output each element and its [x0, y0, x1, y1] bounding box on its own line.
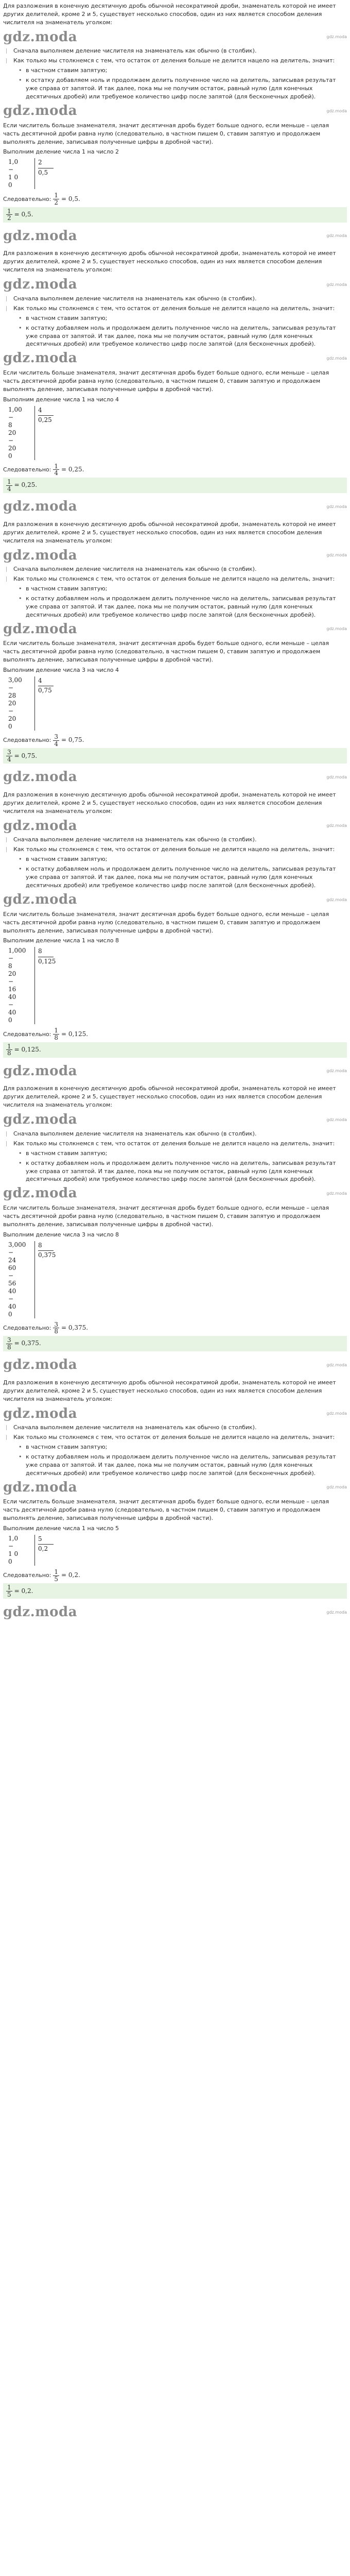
intro-text: Для разложения в конечную десятичную дробь обычной несократимой дроби, знаменатель которой не имеет других делителей, кроме 2 и 5, существует несколько способов, один из них является способом деления числителя на знаменатель уголком:: [3, 3, 336, 26]
step-item: Как только мы столкнемся с тем, что остаток от деления больше не делится нацело на делитель, значит:: [3, 845, 347, 854]
division-line: 3,00: [8, 676, 22, 684]
division-quotient: 0,375: [38, 1251, 56, 1259]
watermark-small: gdz.moda: [326, 35, 347, 40]
watermark-logo: gdz.moda: [3, 547, 78, 563]
conclusion-prefix: Следовательно:: [3, 195, 51, 202]
task-text: Выполним деление числа 3 на число 4: [3, 667, 119, 674]
watermark-row: [3, 1063, 347, 1080]
watermark-small: gdz.moda: [326, 355, 347, 361]
intro-text: Для разложения в конечную десятичную дробь обычной несократимой дроби, знаменатель которой не имеет других делителей, кроме 2 и 5, существует несколько способов, один из них является способом деления числителя на знаменатель уголком:: [3, 791, 336, 815]
fraction-denominator: 5: [54, 1575, 58, 1583]
fraction-numerator: 1: [7, 1042, 11, 1050]
answer-result: = 0,25.: [14, 481, 38, 489]
intro-text: Для разложения в конечную десятичную дробь обычной несократимой дроби, знаменатель которой не имеет других делителей, кроме 2 и 5, существует несколько способов, один из них является способом деления числителя на знаменатель уголком:: [3, 1085, 336, 1109]
answer-fraction: [6, 1337, 12, 1350]
division-line: 1,000: [8, 947, 26, 955]
division-result-column: [35, 158, 54, 189]
division-divisor: 2: [38, 158, 54, 168]
conclusion-fraction: [53, 734, 59, 747]
watermark-row: [3, 103, 347, 120]
division-line: −: [8, 1248, 14, 1256]
division-divisor: 4: [38, 406, 54, 416]
watermark-logo: gdz.moda: [3, 818, 78, 834]
watermark-row: [3, 29, 347, 46]
division-result-column: [35, 1535, 54, 1566]
division-line: 0: [8, 181, 12, 189]
answer-fraction: [6, 1584, 12, 1598]
watermark-logo: gdz.moda: [3, 29, 78, 45]
steps-list: [3, 565, 347, 583]
division-dividend-column: [8, 1241, 35, 1318]
conclusion-prefix: Следовательно:: [3, 1572, 51, 1579]
watermark-row: [3, 350, 347, 367]
fraction-denominator: 4: [7, 755, 11, 763]
conclusion-result: = 0,125.: [61, 1030, 89, 1038]
long-division: [8, 1241, 347, 1318]
conclusion-result: = 0,25.: [61, 466, 84, 473]
answer-fraction: [6, 749, 12, 762]
conclusion-prefix: Следовательно:: [3, 1324, 51, 1331]
division-line: −: [8, 1272, 14, 1279]
watermark-row: [3, 891, 347, 908]
watermark-small: gdz.moda: [326, 233, 347, 239]
conclusion-prefix: Следовательно:: [3, 1030, 51, 1038]
conclusion-prefix: Следовательно:: [3, 466, 51, 473]
explanation-paragraph: Если числитель больше знаменателя, значит десятичная дробь будет больше одного, если меньше – целая часть десятичной дроби равна нулю (следовательно, в частном пишем 0, ставим запятую и продолжаем выполнять деление, записывая полученные цифры в дробной части).: [3, 122, 329, 145]
division-dividend-column: [8, 406, 35, 460]
substep-item: • в частном ставим запятую;: [18, 1149, 347, 1158]
fraction-denominator: 4: [54, 740, 58, 748]
explanation-paragraph: Если числитель больше знаменателя, значит десятичная дробь будет больше одного, если меньше – целая часть десятичной дроби равна нулю (следовательно, в частном пишем 0, ставим запятую и продолжаем выполнять деление, записывая полученные цифры в дробной части).: [3, 369, 329, 393]
conclusion-line: [3, 1027, 347, 1041]
answer-fraction: [6, 208, 12, 222]
long-division: [8, 676, 347, 731]
conclusion-result: = 0,5.: [61, 195, 80, 202]
division-line: 20: [8, 715, 16, 723]
division-line: 20: [8, 444, 16, 452]
watermark-small: gdz.moda: [326, 897, 347, 902]
watermark-row: [3, 498, 347, 515]
watermark-logo: gdz.moda: [3, 1063, 78, 1079]
substeps-list: [18, 66, 347, 101]
fraction-denominator: 8: [7, 1049, 11, 1057]
fraction-numerator: 1: [54, 462, 58, 470]
task-text: Выполним деление числа 3 на число 8: [3, 1231, 119, 1238]
conclusion-line: [3, 192, 347, 206]
watermark-row: [3, 621, 347, 638]
long-division: [8, 158, 347, 189]
step-item: Как только мы столкнемся с тем, что остаток от деления больше не делится нацело на делитель, значит:: [3, 1140, 347, 1148]
division-dividend-column: [8, 158, 35, 189]
watermark-row: [3, 1357, 347, 1374]
solution-section: [3, 1379, 347, 1624]
watermark-logo: gdz.moda: [3, 228, 78, 244]
steps-list: [3, 47, 347, 65]
division-quotient: 0,2: [38, 1545, 48, 1553]
steps-list: [3, 1130, 347, 1148]
answer-box: [3, 1042, 347, 1058]
answer-result: = 0,125.: [14, 1045, 41, 1053]
watermark-logo: gdz.moda: [3, 1604, 78, 1620]
division-line: 1,00: [8, 405, 22, 413]
watermark-row: [3, 1479, 347, 1496]
intro-text: Для разложения в конечную десятичную дробь обычной несократимой дроби, знаменатель которой не имеет других делителей, кроме 2 и 5, существует несколько способов, один из них является способом деления числителя на знаменатель уголком:: [3, 520, 336, 544]
division-dividend-column: [8, 676, 35, 731]
answer-fraction: [6, 479, 12, 492]
division-line: −: [8, 413, 14, 421]
intro-text: Для разложения в конечную десятичную дробь обычной несократимой дроби, знаменатель которой не имеет других делителей, кроме 2 и 5, существует несколько способов, один из них является способом деления числителя на знаменатель уголком:: [3, 1379, 336, 1402]
conclusion-line: [3, 734, 347, 747]
answer-result: = 0,375.: [14, 1340, 41, 1347]
substep-item: • в частном ставим запятую;: [18, 66, 347, 75]
division-line: −: [8, 436, 14, 444]
answer-result: = 0,5.: [14, 210, 33, 218]
fraction-numerator: 1: [7, 207, 11, 215]
watermark-row: [3, 547, 347, 564]
conclusion-fraction: [53, 463, 59, 477]
substep-item: • в частном ставим запятую;: [18, 1443, 347, 1451]
watermark-small: gdz.moda: [326, 1069, 347, 1074]
division-line: 1 0: [8, 1550, 19, 1558]
substep-item: • в частном ставим запятую;: [18, 585, 347, 593]
division-line: 40: [8, 1302, 16, 1310]
substeps-list: [18, 314, 347, 349]
long-division: [8, 406, 347, 460]
watermark-logo: gdz.moda: [3, 621, 78, 637]
division-result-column: [35, 947, 56, 1024]
watermark-row: [3, 818, 347, 835]
division-line: −: [8, 1295, 14, 1302]
step-item: Сначала выполняем деление числителя на знаменатель как обычно (в столбик).: [3, 295, 347, 303]
fraction-numerator: 1: [7, 478, 11, 485]
watermark-logo: gdz.moda: [3, 1112, 78, 1128]
step-item: Сначала выполняем деление числителя на знаменатель как обычно (в столбик).: [3, 836, 347, 844]
step-item: Как только мы столкнемся с тем, что остаток от деления больше не делится нацело на делитель, значит:: [3, 57, 347, 65]
watermark-logo: gdz.moda: [3, 103, 78, 119]
fraction-denominator: 4: [54, 469, 58, 477]
task-text: Выполним деление числа 1 на число 5: [3, 1525, 119, 1532]
division-result-column: [35, 676, 54, 731]
division-line: 28: [8, 692, 16, 700]
solution-section: [3, 249, 347, 518]
watermark-logo: gdz.moda: [3, 277, 78, 293]
watermark-small: gdz.moda: [326, 1411, 347, 1416]
division-line: 16: [8, 986, 16, 993]
watermark-small: gdz.moda: [326, 504, 347, 509]
watermark-logo: gdz.moda: [3, 1185, 78, 1201]
watermark-row: [3, 228, 347, 245]
conclusion-line: [3, 463, 347, 477]
substeps-list: [18, 1149, 347, 1184]
fraction-denominator: 8: [54, 1034, 58, 1041]
watermark-small: gdz.moda: [326, 823, 347, 828]
division-line: 40: [8, 1009, 16, 1016]
substep-item: • к остатку добавляем ноль и продолжаем делить полученное число на делитель, записывая результат уже справа от запятой. И так далее, пока мы не получим остаток, равный нулю (для конечных десятичных дробей) или требуемое количество цифр после запятой (для бесконечных дробей).: [18, 76, 347, 101]
task-text: Выполним деление числа 1 на число 8: [3, 937, 119, 944]
watermark-logo: gdz.moda: [3, 350, 78, 366]
answer-box: [3, 748, 347, 764]
watermark-logo: gdz.moda: [3, 1357, 78, 1373]
division-line: 20: [8, 970, 16, 978]
watermark-row: [3, 769, 347, 786]
division-line: 8: [8, 962, 12, 970]
conclusion-fraction: [53, 1027, 59, 1041]
conclusion-fraction: [53, 192, 59, 206]
task-text: Выполним деление числа 1 на число 4: [3, 396, 119, 403]
division-line: 56: [8, 1279, 16, 1287]
watermark-logo: gdz.moda: [3, 499, 78, 515]
conclusion-line: [3, 1569, 347, 1582]
division-divisor: 5: [38, 1535, 54, 1545]
fraction-denominator: 2: [54, 198, 58, 206]
division-line: 0: [8, 723, 12, 731]
watermark-small: gdz.moda: [326, 626, 347, 632]
step-item: Сначала выполняем деление числителя на знаменатель как обычно (в столбик).: [3, 565, 347, 573]
explanation-paragraph: Если числитель больше знаменателя, значит десятичная дробь будет больше одного, если меньше – целая часть десятичной дроби равна нулю (следовательно, в частном пишем 0, ставим запятую и продолжаем выполнять деление, записывая полученные цифры в дробной части).: [3, 1498, 329, 1522]
fraction-numerator: 1: [54, 192, 58, 199]
division-line: −: [8, 1543, 14, 1550]
watermark-row: [3, 1604, 347, 1621]
explanation-paragraph: Если числитель больше знаменателя, значит десятичная дробь будет больше одного, если меньше – целая часть десятичной дроби равна нулю (следовательно, в частном пишем 0, ставим запятую и продолжаем выполнять деление, записывая полученные цифры в дробной части).: [3, 910, 329, 934]
division-result-column: [35, 1241, 56, 1318]
division-line: 40: [8, 993, 16, 1001]
solution-section: [3, 2, 347, 247]
answer-box: [3, 1336, 347, 1351]
division-line: 60: [8, 1264, 16, 1272]
division-line: 1,0: [8, 158, 19, 166]
substep-item: • к остатку добавляем ноль и продолжаем делить полученное число на делитель, записывая результат уже справа от запятой. И так далее, пока мы не получим остаток, равный нулю (для конечных десятичных дробей) или требуемое количество цифр после запятой (для бесконечных дробей).: [18, 595, 347, 619]
division-divisor: 8: [38, 1241, 54, 1251]
step-item: Как только мы столкнемся с тем, что остаток от деления больше не делится нацело на делитель, значит:: [3, 1433, 347, 1442]
long-division: [8, 1535, 347, 1566]
step-item: Как только мы столкнемся с тем, что остаток от деления больше не делится нацело на делитель, значит:: [3, 304, 347, 313]
substeps-list: [18, 855, 347, 890]
watermark-small: gdz.moda: [326, 282, 347, 287]
conclusion-line: [3, 1321, 347, 1335]
substep-item: • к остатку добавляем ноль и продолжаем делить полученное число на делитель, записывая результат уже справа от запятой. И так далее, пока мы не получим остаток, равный нулю (для конечных десятичных дробей) или требуемое количество цифр после запятой (для бесконечных дробей).: [18, 1453, 347, 1478]
conclusion-fraction: [53, 1321, 59, 1335]
answer-result: = 0,2.: [14, 1587, 33, 1595]
division-line: 40: [8, 1287, 16, 1295]
watermark-small: gdz.moda: [326, 1117, 347, 1122]
step-item: Сначала выполняем деление числителя на знаменатель как обычно (в столбик).: [3, 1130, 347, 1138]
fraction-numerator: 3: [7, 1336, 11, 1344]
conclusion-fraction: [53, 1569, 59, 1582]
answer-box: [3, 478, 347, 493]
steps-list: [3, 836, 347, 854]
watermark-logo: gdz.moda: [3, 1479, 78, 1495]
division-divisor: 4: [38, 676, 54, 686]
watermark-row: [3, 1185, 347, 1202]
substeps-list: [18, 1443, 347, 1478]
division-quotient: 0,25: [38, 416, 52, 424]
fraction-numerator: 3: [54, 1320, 58, 1328]
conclusion-prefix: Следовательно:: [3, 737, 51, 744]
explanation-paragraph: Если числитель больше знаменателя, значит десятичная дробь будет больше одного, если меньше – целая часть десятичной дроби равна нулю (следовательно, в частном пишем 0, ставим запятую и продолжаем выполнять деление, записывая полученные цифры в дробной части).: [3, 640, 329, 664]
page: [0, 2, 350, 1624]
watermark-small: gdz.moda: [326, 553, 347, 557]
steps-list: [3, 1423, 347, 1442]
answer-box: [3, 1583, 347, 1599]
division-line: 3,000: [8, 1241, 26, 1248]
step-item: Сначала выполняем деление числителя на знаменатель как обычно (в столбик).: [3, 1423, 347, 1432]
fraction-numerator: 3: [7, 749, 11, 756]
fraction-denominator: 4: [7, 485, 11, 493]
solution-section: [3, 791, 347, 1082]
fraction-numerator: 3: [54, 733, 58, 741]
watermark-row: [3, 276, 347, 293]
step-item: Сначала выполняем деление числителя на знаменатель как обычно (в столбик).: [3, 47, 347, 55]
fraction-denominator: 8: [54, 1328, 58, 1335]
long-division: [8, 947, 347, 1024]
intro-text: Для разложения в конечную десятичную дробь обычной несократимой дроби, знаменатель которой не имеет других делителей, кроме 2 и 5, существует несколько способов, один из них является способом деления числителя на знаменатель уголком:: [3, 250, 336, 274]
division-quotient: 0,125: [38, 957, 56, 965]
division-line: 20: [8, 700, 16, 707]
watermark-small: gdz.moda: [326, 1609, 347, 1615]
answer-result: = 0,75.: [14, 752, 38, 759]
solution-section: [3, 1084, 347, 1376]
division-line: −: [8, 1001, 14, 1009]
conclusion-result: = 0,2.: [61, 1571, 80, 1579]
division-quotient: 0,75: [38, 687, 52, 694]
substep-item: • к остатку добавляем ноль и продолжаем делить полученное число на делитель, записывая результат уже справа от запятой. И так далее, пока мы не получим остаток, равный нулю (для конечных десятичных дробей) или требуемое количество цифр после запятой (для бесконечных дробей).: [18, 324, 347, 349]
watermark-small: gdz.moda: [326, 1485, 347, 1490]
watermark-logo: gdz.moda: [3, 892, 78, 908]
watermark-row: [3, 1111, 347, 1128]
explanation-paragraph: Если числитель больше знаменателя, значит десятичная дробь будет больше одного, если меньше – целая часть десятичной дроби равна нулю (следовательно, в частном пишем 0, ставим запятую и продолжаем выполнять деление, записывая полученные цифры в дробной части).: [3, 1205, 329, 1228]
division-line: 0: [8, 452, 12, 460]
fraction-numerator: 1: [7, 1584, 11, 1591]
watermark-small: gdz.moda: [326, 1191, 347, 1196]
answer-fraction: [6, 1043, 12, 1057]
division-line: −: [8, 707, 14, 715]
watermark-logo: gdz.moda: [3, 1405, 78, 1421]
division-dividend-column: [8, 1535, 35, 1566]
division-dividend-column: [8, 947, 35, 1024]
division-line: 24: [8, 1256, 16, 1264]
task-text: Выполним деление числа 1 на число 2: [3, 148, 119, 156]
division-line: −: [8, 166, 14, 174]
fraction-numerator: 1: [54, 1027, 58, 1035]
division-line: 20: [8, 429, 16, 436]
substep-item: • в частном ставим запятую;: [18, 855, 347, 863]
watermark-small: gdz.moda: [326, 774, 347, 779]
division-line: 0: [8, 1558, 12, 1566]
division-divisor: 8: [38, 947, 54, 957]
division-line: −: [8, 955, 14, 962]
solution-section: [3, 520, 347, 789]
substep-item: • к остатку добавляем ноль и продолжаем делить полученное число на делитель, записывая результат уже справа от запятой. И так далее, пока мы не получим остаток, равный нулю (для конечных десятичных дробей) или требуемое количество цифр после запятой (для бесконечных дробей).: [18, 1159, 347, 1184]
conclusion-result: = 0,75.: [61, 736, 84, 744]
fraction-denominator: 8: [7, 1343, 11, 1351]
division-line: 8: [8, 421, 12, 429]
division-line: −: [8, 978, 14, 986]
watermark-row: [3, 1405, 347, 1422]
fraction-denominator: 5: [7, 1590, 11, 1598]
fraction-denominator: 2: [7, 214, 11, 222]
substep-item: • к остатку добавляем ноль и продолжаем делить полученное число на делитель, записывая результат уже справа от запятой. И так далее, пока мы не получим остаток, равный нулю (для конечных десятичных дробей) или требуемое количество цифр после запятой (для бесконечных дробей).: [18, 865, 347, 890]
division-line: 0: [8, 1016, 12, 1024]
conclusion-result: = 0,375.: [61, 1324, 89, 1332]
steps-list: [3, 295, 347, 313]
division-line: −: [8, 684, 14, 692]
watermark-small: gdz.moda: [326, 108, 347, 113]
step-item: Как только мы столкнемся с тем, что остаток от деления больше не делится нацело на делитель, значит:: [3, 575, 347, 583]
substep-item: • в частном ставим запятую;: [18, 314, 347, 323]
watermark-logo: gdz.moda: [3, 769, 78, 785]
division-line: 0: [8, 1310, 12, 1318]
fraction-numerator: 1: [54, 1568, 58, 1576]
division-quotient: 0,5: [38, 168, 48, 176]
division-result-column: [35, 406, 54, 460]
watermark-small: gdz.moda: [326, 1362, 347, 1367]
division-line: 1 0: [8, 174, 19, 181]
substeps-list: [18, 585, 347, 619]
answer-box: [3, 207, 347, 223]
division-line: 1,0: [8, 1535, 19, 1543]
